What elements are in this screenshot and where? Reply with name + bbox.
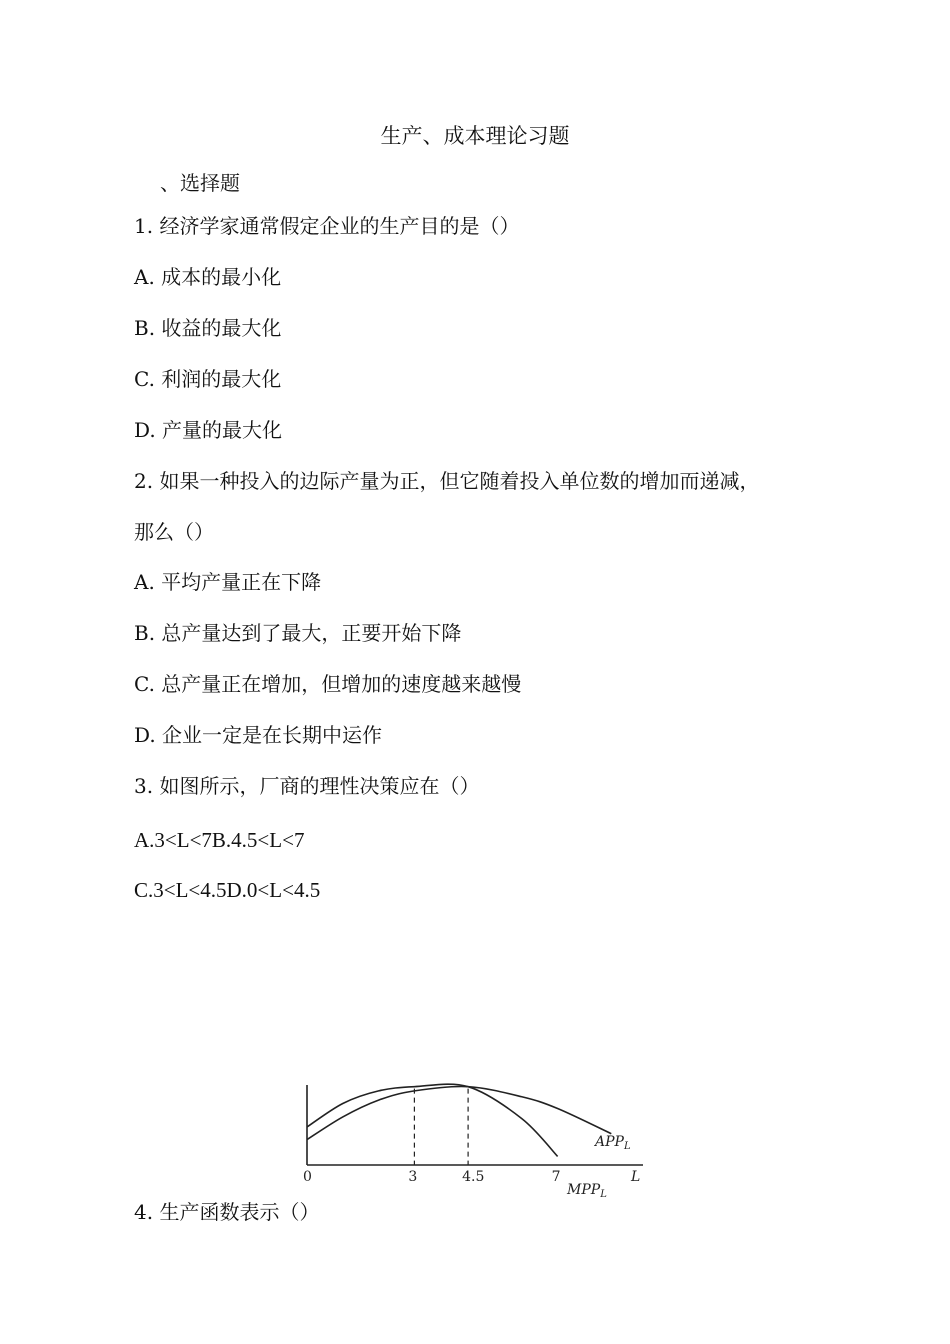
question-1-option-b: B. 收益的最大化: [134, 316, 282, 340]
question-2-option-c: C. 总产量正在增加，但增加的速度越来越慢: [134, 672, 522, 696]
question-1-option-d: D. 产量的最大化: [134, 418, 283, 442]
question-2-option-b: B. 总产量达到了最大，正要开始下降: [134, 621, 462, 645]
x-axis-label: L: [631, 1169, 641, 1185]
app-curve: [307, 1086, 611, 1139]
x-tick-label: 7: [551, 1169, 561, 1185]
x-tick-label: 0: [303, 1169, 312, 1185]
mpp-curve: [307, 1084, 558, 1156]
app-curve-label: $APP_L$: [595, 1134, 631, 1152]
question-3-options-ab: A.3<L<7B.4.5<L<7: [134, 828, 305, 852]
question-2-stem-continued: 那么（）: [134, 520, 214, 544]
question-1-stem: 1. 经济学家通常假定企业的生产目的是（）: [134, 214, 520, 238]
production-curves-figure: [295, 1077, 655, 1207]
question-3-options-cd: C.3<L<4.5D.0<L<4.5: [134, 878, 321, 902]
x-tick-label: 4.5: [462, 1169, 485, 1185]
mpp-curve-label: $MPP_L$: [567, 1182, 607, 1200]
question-1-option-c: C. 利润的最大化: [134, 367, 282, 391]
question-2-stem: 2. 如果一种投入的边际产量为正，但它随着投入单位数的增加而递减，: [134, 469, 760, 493]
section-heading: 、选择题: [160, 171, 240, 195]
page-title: 生产、成本理论习题: [380, 124, 570, 148]
question-4-stem: 4. 生产函数表示（）: [134, 1200, 320, 1224]
x-tick-label: 3: [408, 1169, 418, 1185]
question-2-option-d: D. 企业一定是在长期中运作: [134, 723, 383, 747]
question-1-option-a: A. 成本的最小化: [134, 265, 282, 289]
question-2-option-a: A. 平均产量正在下降: [134, 570, 322, 594]
question-3-stem: 3. 如图所示，厂商的理性决策应在（）: [134, 774, 480, 798]
